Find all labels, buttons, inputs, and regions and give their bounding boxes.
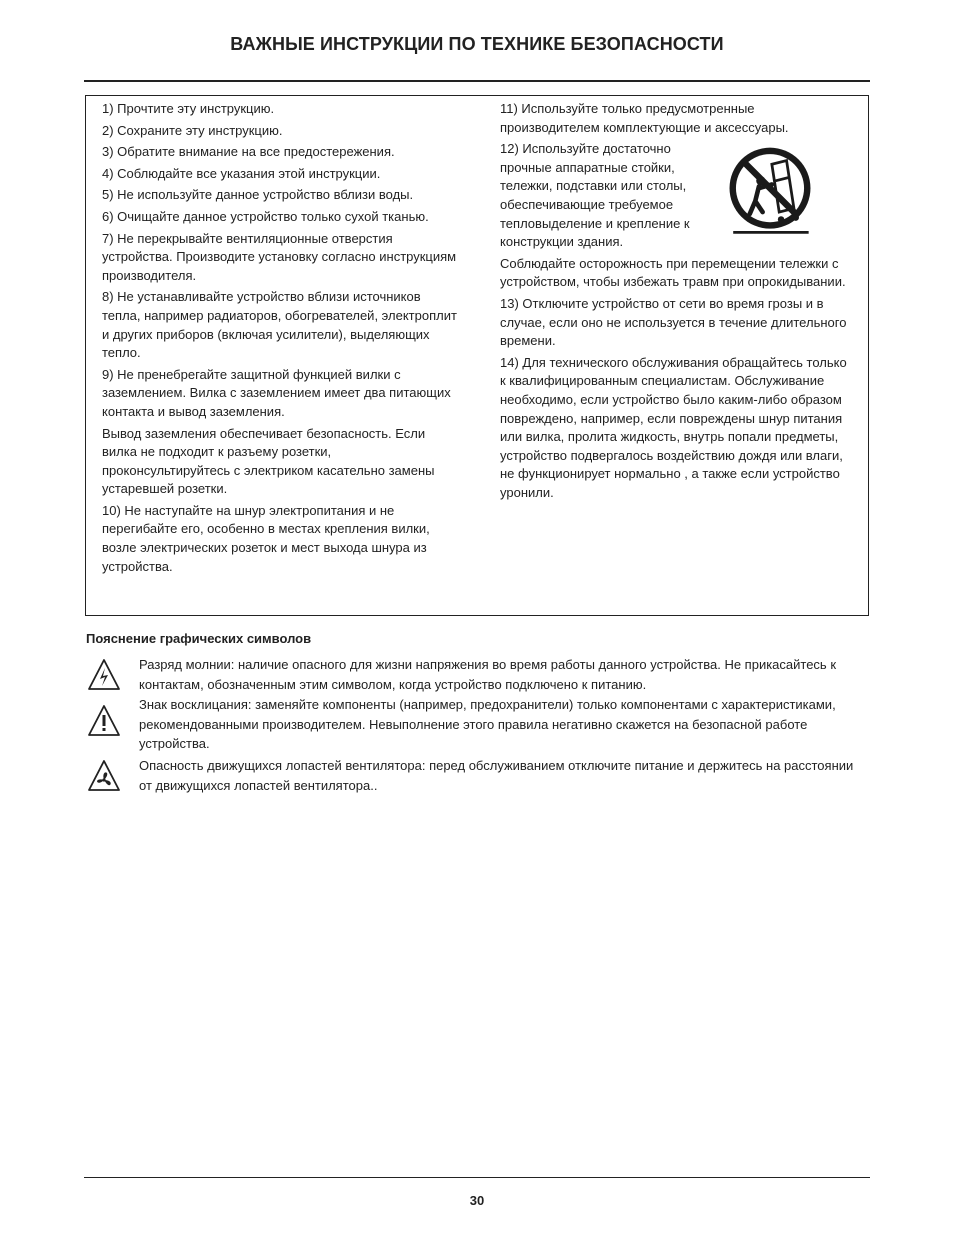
exclamation-warning-icon	[86, 703, 122, 739]
top-rule	[84, 80, 870, 82]
cart-tip-over-warning-icon	[724, 144, 816, 236]
instruction-item: 10) Не наступайте на шнур электропитания и не перегибайте его, особенно в местах крепления вилки, возле электрических розеток и мест выхода шнура из устройства.	[102, 502, 430, 574]
instruction-item: 14) Для технического обслуживания обращайтесь только к квалифицированным специалистам. Обслуживание необходимо, если устройство было каким-либо образом повреждено, например, если повреждены шнур питания или вилка, пролита жидкость, внутрь попали предметы, устройство подвергалось воздействию дождя или влаги, не функционирует нормально , а также если устройство уронили.	[500, 354, 847, 500]
lightning-warning-icon	[86, 657, 122, 693]
instruction-item: 5) Не используйте данное устройство вблизи воды.	[102, 187, 414, 203]
legend-text: Знак восклицания: заменяйте компоненты (например, предохранители) только компонентами с характеристиками, рекомендованными производителем. Невыполнение этого правила негативно скажется на безопасной работе устройства.	[139, 697, 836, 751]
instruction-item: 11) Используйте только предусмотренные производителем комплектующие и аксессуары.	[500, 101, 789, 135]
instruction-item: 2) Сохраните эту инструкцию.	[102, 122, 283, 138]
instruction-item: 12) Используйте достаточно прочные аппаратные стойки, тележки, подставки или столы, обеспечивающие требуемое тепловыделение и крепление к конструкции здания.	[500, 141, 690, 250]
legend-text: Опасность движущихся лопастей вентилятора: перед обслуживанием отключите питание и держитесь на расстоянии от движущихся лопастей вентилятора..	[139, 758, 854, 793]
legend-title: Пояснение графических символов	[86, 631, 312, 646]
bottom-rule	[84, 1177, 870, 1178]
instruction-item: 6) Очищайте данное устройство только сухой тканью.	[102, 208, 429, 224]
instruction-item: 3) Обратите внимание на все предостережения.	[102, 144, 395, 160]
page-title: ВАЖНЫЕ ИНСТРУКЦИИ ПО ТЕХНИКЕ БЕЗОПАСНОСТИ	[230, 34, 724, 54]
instruction-item: 9) Не пренебрегайте защитной функцией вилки с заземлением. Вилка с заземлением имеет два питающих контакта и вывод заземления.	[102, 366, 451, 419]
instruction-item: Соблюдайте осторожность при перемещении тележки с устройством, чтобы избежать травм при опрокидывании.	[500, 255, 846, 290]
instruction-item: Вывод заземления обеспечивает безопасность. Если вилка не подходит к разъему розетки, проконсультируйтесь с электриком касательно замены устаревшей розетки.	[102, 425, 435, 497]
fan-blade-warning-icon	[86, 758, 122, 794]
instructions-left-column	[102, 100, 462, 579]
instruction-item: 13) Отключите устройство от сети во время грозы и в случае, если оно не используется в течение длительного времени.	[500, 295, 847, 349]
instruction-item: 8) Не устанавливайте устройство вблизи источников тепла, например радиаторов, обогревателей, электроплит и других приборов (включая усилители), выделяющих тепло.	[102, 289, 457, 361]
instructions-right-column	[500, 100, 850, 505]
instruction-item: 1) Прочтите эту инструкцию.	[102, 101, 275, 116]
instruction-item-12	[500, 140, 850, 252]
page-number: 30	[469, 1193, 485, 1208]
legend-text: Разряд молнии: наличие опасного для жизни напряжения во время работы данного устройства. Не прикасайтесь к контактам, обозначенным этим символом, когда устройство подключено к питанию.	[139, 657, 837, 692]
instruction-item: 7) Не перекрывайте вентиляционные отверстия устройства. Производите установку согласно инструкциям производителя.	[102, 230, 457, 283]
instruction-item: 4) Соблюдайте все указания этой инструкции.	[102, 165, 381, 181]
